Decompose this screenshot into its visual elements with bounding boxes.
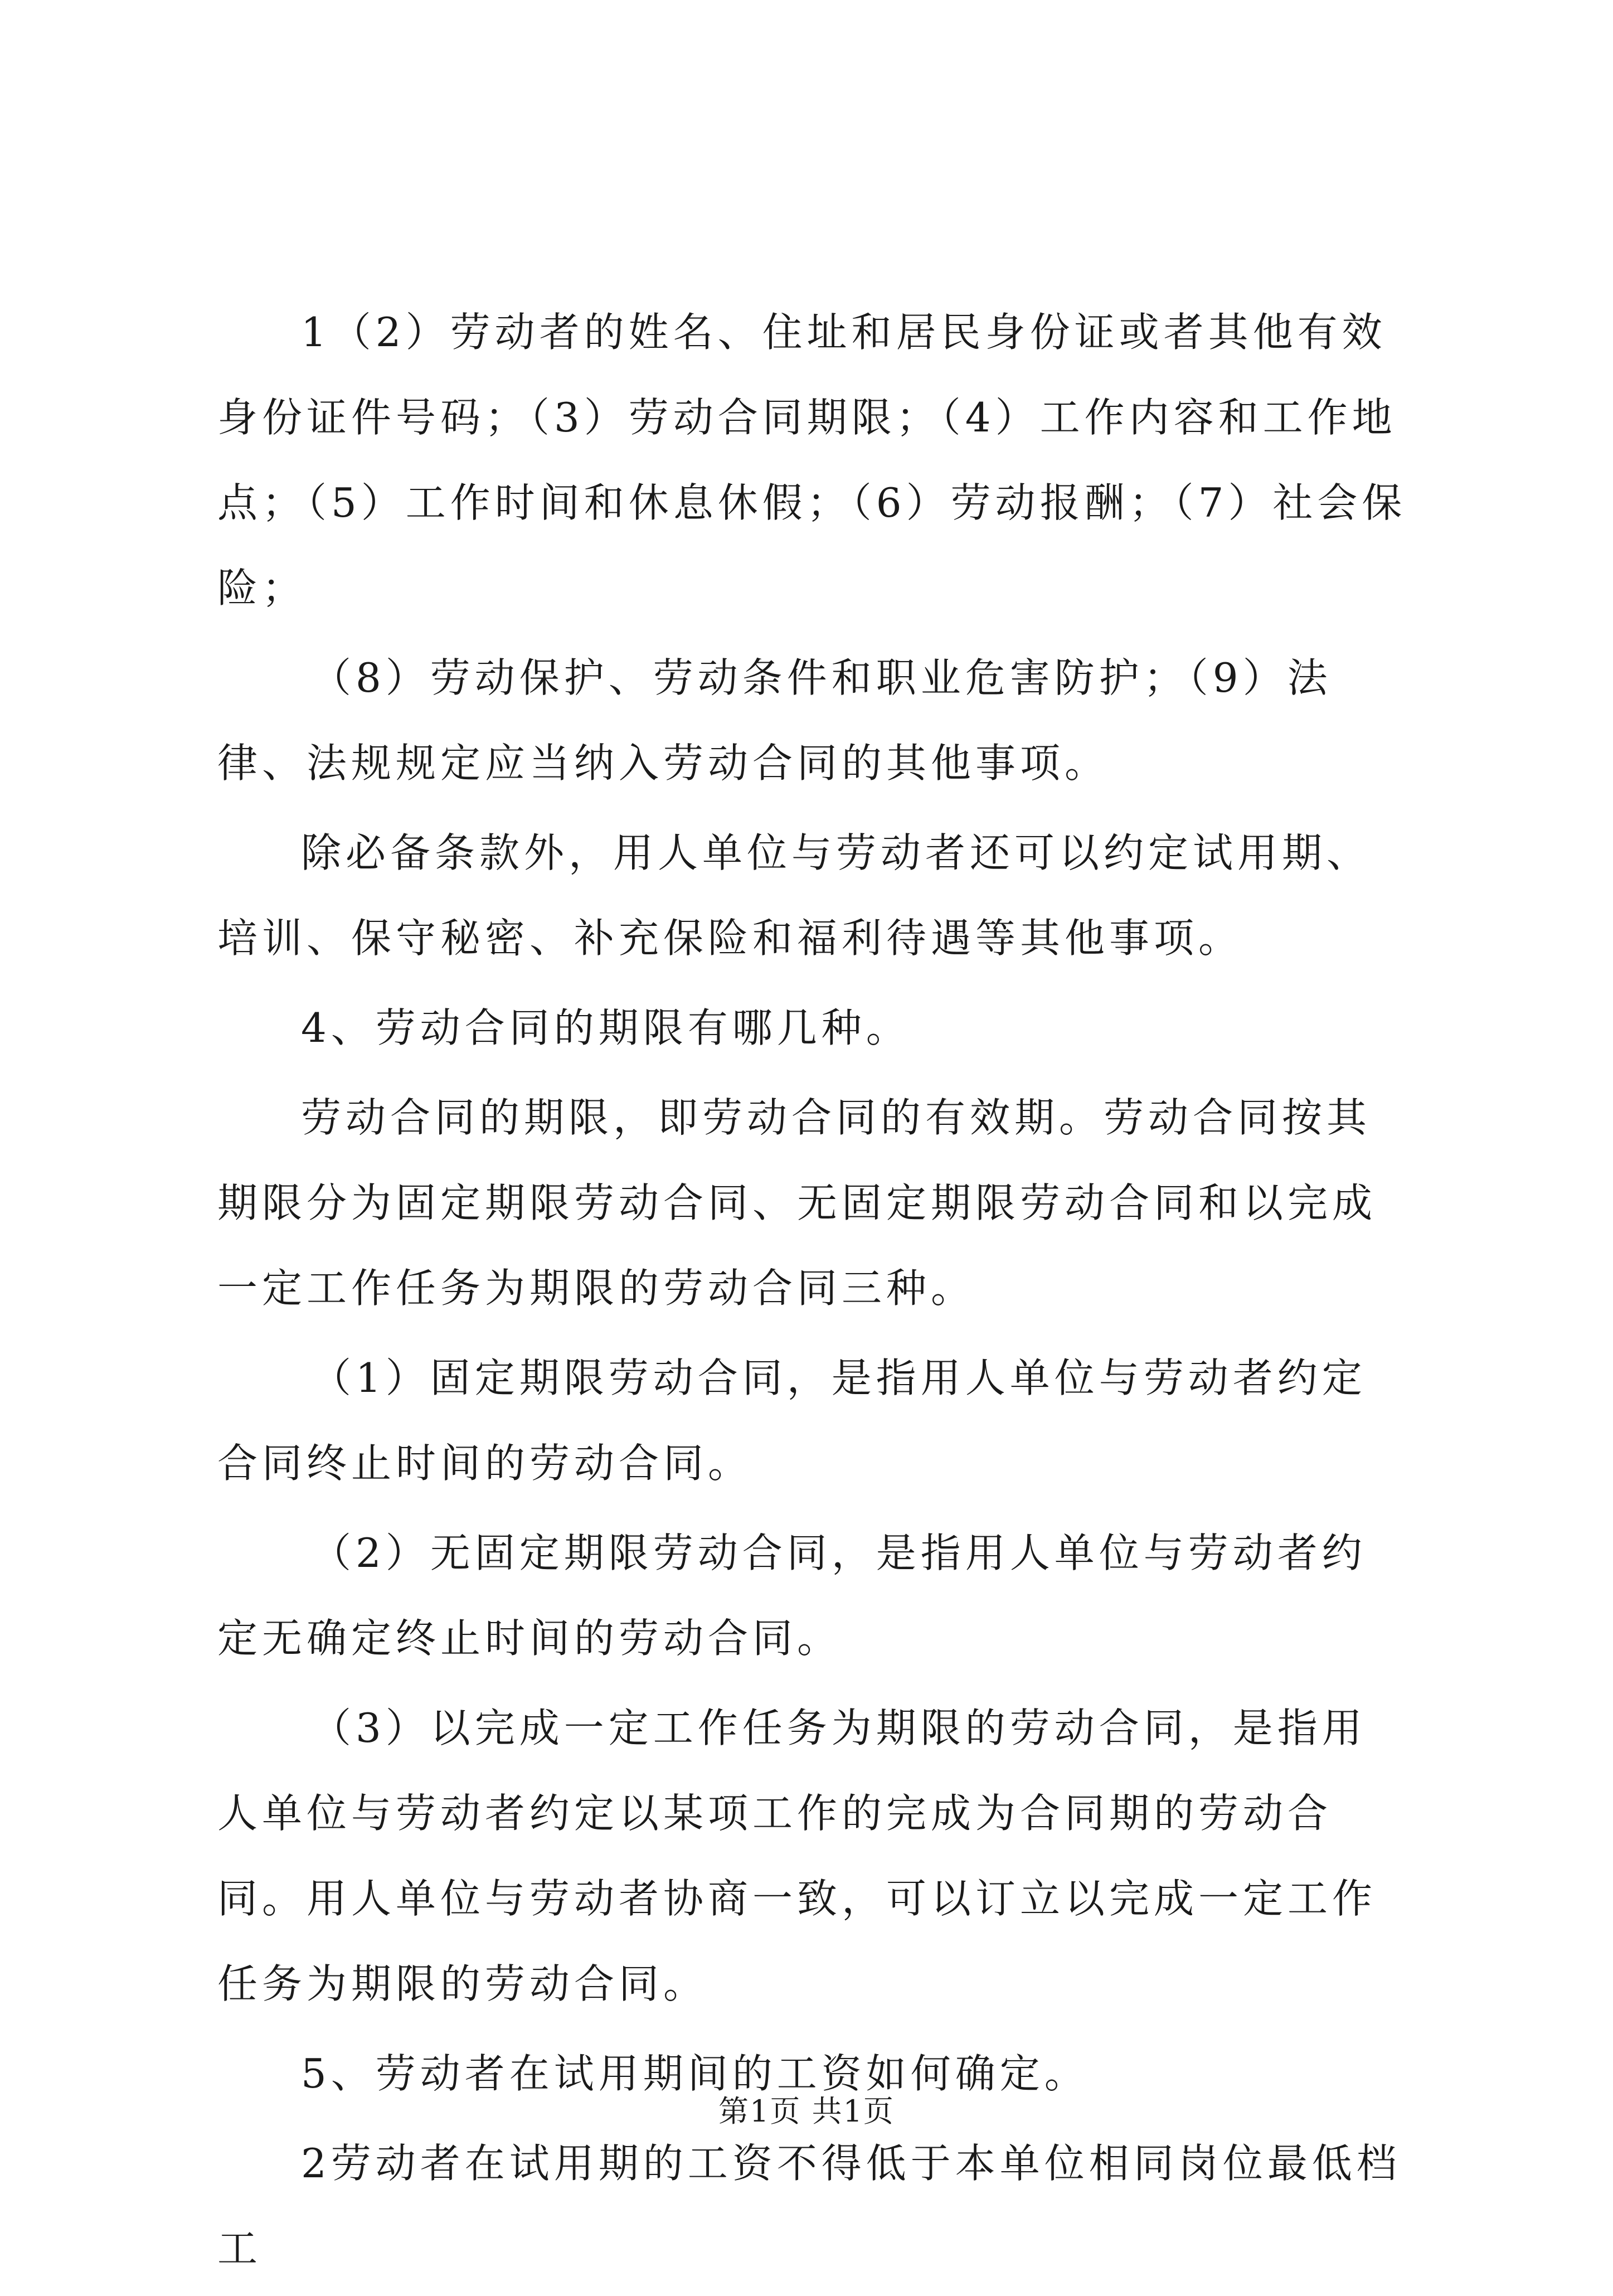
paragraph-contract-term-types: 劳动合同的期限，即劳动合同的有效期。劳动合同按其期限分为固定期限劳动合同、无固定期限劳动合同和以完成一定工作任务为期限的劳动合同三种。 [217, 1094, 1377, 1312]
document-body [217, 290, 1410, 2296]
paragraph-fixed-term: （1）固定期限劳动合同，是指用人单位与劳动者约定合同终止时间的劳动合同。 [217, 1355, 1367, 1487]
section-heading-probation-wage: 5、劳动者在试用期间的工资如何确定。 [301, 2050, 1089, 2097]
paragraph-optional-clauses: 除必备条款外，用人单位与劳动者还可以约定试用期、培训、保守秘密、补充保险和福利待遇等其他事项。 [217, 829, 1372, 962]
page-footer: 第1页 共1页 [718, 2094, 895, 2129]
paragraph-open-ended-term: （2）无固定期限劳动合同，是指用人单位与劳动者约定无确定终止时间的劳动合同。 [217, 1530, 1367, 1662]
paragraph-contract-clauses: 1（2）劳动者的姓名、住址和居民身份证或者其他有效身份证件号码；（3）劳动合同期限；（4）工作内容和工作地点；（5）工作时间和休息休假；（6）劳动报酬；（7）社会保险； [217, 309, 1407, 611]
paragraph-task-based-term: （3）以完成一定工作任务为期限的劳动合同，是指用人单位与劳动者约定以某项工作的完成为合同期的劳动合同。用人单位与劳动者协商一致，可以订立以完成一定工作任务为期限的劳动合同。 [217, 1705, 1377, 2007]
paragraph-clauses-continued: （8）劳动保护、劳动条件和职业危害防护；（9）法律、法规规定应当纳入劳动合同的其他事项。 [217, 654, 1332, 787]
section-heading-contract-terms: 4、劳动合同的期限有哪几种。 [301, 1004, 911, 1051]
paragraph-probation-wage: 2劳动者在试用期的工资不得低于本单位相同岗位最低档工 [217, 2140, 1401, 2272]
